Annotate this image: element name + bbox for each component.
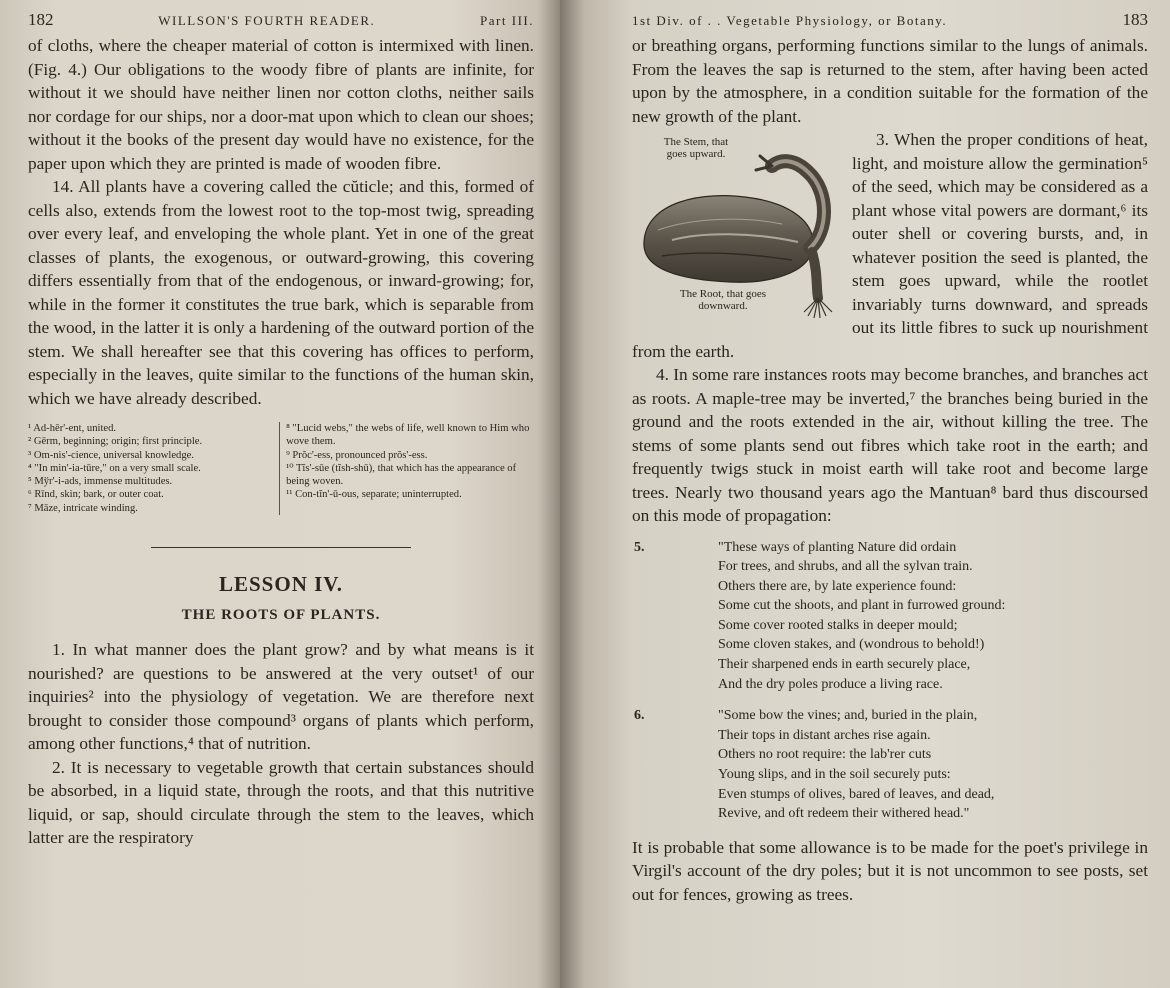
- poem-line: Revive, and oft redeem their withered head.": [718, 806, 970, 822]
- right-page: [560, 0, 1170, 988]
- lesson-subtitle: THE ROOTS OF PLANTS.: [181, 607, 381, 624]
- right-paragraph-3: 3. When the proper conditions of heat, light, and moisture allow the germination⁵ of the seed, which may be considered as a plant whose vital powers are dormant,⁶ its outer shell or covering bursts, and, in whatever position the seed is planted, the stem goes upward, while the rootlet invariably turns downward, and spreads out its little fibres to suck up nourishment from the earth.: [632, 130, 1148, 361]
- footnotes-column-2: [279, 422, 534, 515]
- poem-line: And the dry poles produce a living race.: [718, 676, 943, 692]
- poem-stanza: [632, 538, 1148, 695]
- poem-line: Some cloven stakes, and (wondrous to behold!): [718, 637, 985, 653]
- footnotes: [28, 422, 534, 515]
- right-running-head: [632, 10, 1148, 30]
- footnote: ¹⁰ Tĭs'-sūe (tĭsh-shū), that which has the appearance of being woven.: [286, 462, 517, 488]
- footnotes-column-1: [28, 422, 271, 515]
- poem-line: Their sharpened ends in earth securely place,: [718, 657, 971, 673]
- footnote: ⁶ Rīnd, skin; bark, or outer coat.: [28, 489, 164, 501]
- poem-line: Others there are, by late experience found:: [718, 578, 957, 594]
- left-page: [0, 0, 560, 988]
- closing-paragraph: It is probable that some allowance is to be made for the poet's privilege in Virgil's account of the dry poles; but it is not uncommon to see posts, set out for fences, growing as trees.: [632, 837, 1148, 904]
- stanza-lines: [718, 706, 1148, 824]
- poem-line: For trees, and shrubs, and all the sylvan train.: [718, 559, 973, 575]
- lesson-paragraph-1: 1. In what manner does the plant grow? and by what means is it nourished? are questions to be answered at the very outset¹ of our inquiries² into the physiology of vegetation. We are therefore next brought to consider those compound³ organs of plants which perform, among other functions,⁴ that of nutrition.: [28, 640, 534, 754]
- footnote: ⁹ Prŏc'-ess, pronounced prŏs'-ess.: [286, 449, 428, 461]
- footnote: ⁴ "In min'-ia-tūre," on a very small scale.: [28, 462, 201, 474]
- seed-germination-figure: [632, 132, 846, 328]
- stanza-lines: [718, 538, 1148, 695]
- figure-caption-stem: The Stem, that goes upward.: [663, 136, 729, 160]
- left-paragraph-continued: of cloths, where the cheaper material of cotton is intermixed with linen. (Fig. 4.) Our obligations to the woody fibre of plants are infinite, for without it we should have neither linen nor cotton cloths, neither sails nor cordage for our ships, nor a door-mat upon which to clean our shoes; without it the books of the present day would have no existence, for the paper upon which they are printed is made of wooden fibre.: [28, 36, 534, 173]
- poem-line: "Some bow the vines; and, buried in the plain,: [718, 708, 978, 724]
- poem-line: Their tops in distant arches rise again.: [718, 727, 931, 743]
- lesson-paragraph-2: 2. It is necessary to vegetable growth that certain substances should be absorbed, in a liquid state, through the roots, and that this nutritive liquid, or sap, should circulate through the stem to the leaves, which latter are the respiratory: [28, 757, 534, 848]
- poem-line: "These ways of planting Nature did ordain: [718, 539, 957, 555]
- left-running-title: WILLSON'S FOURTH READER.: [158, 13, 376, 28]
- section-divider: [151, 547, 411, 548]
- footnote: ⁷ Māze, intricate winding.: [28, 502, 138, 514]
- footnote: ¹ Ad-hēr'-ent, united.: [28, 423, 117, 434]
- left-running-head: [28, 10, 534, 30]
- poem-line: Even stumps of olives, bared of leaves, and dead,: [718, 786, 995, 802]
- stanza-number: 6.: [634, 708, 645, 724]
- right-paragraph-continued: or breathing organs, performing functions similar to the lungs of animals. From the leaves the sap is returned to the stem, after having been acted upon by the atmosphere, in a condition suitable for the formation of the new growth of the plant.: [632, 36, 1148, 126]
- virgil-poem: [632, 538, 1148, 824]
- stanza-number: 5.: [634, 539, 645, 555]
- lesson-title: LESSON IV.: [218, 572, 343, 597]
- left-paragraph-14: 14. All plants have a covering called the cŭticle; and this, formed of cells also, extends from the lowest root to the top-most twig, spreading over every leaf, and enveloping the whole plant. Yet in one of the great classes of plants, the exogenous, or outward-growing, this covering differs essentially from that of the endogenous, or inward-growing; for, while in the former it constitutes the true bark, which is separable from the wood, in the latter it is only a hardening of the outward portion of the stem. We shall hereafter see that this covering has offices to perform, especially in the leaves, quite similar to the functions of the human skin, which we have already described.: [28, 177, 534, 408]
- right-page-number: 183: [1122, 10, 1148, 29]
- left-part-label: Part III.: [480, 13, 534, 28]
- right-paragraph-4: 4. In some rare instances roots may become branches, and branches act as roots. A maple-tree may be inverted,⁷ the branches being buried in the ground and the roots extended in the air, without killing the tree. The stems of some plants send out fibres which take root in the earth; and frequently twigs stuck in moist earth will take root and become large trees. Nearly two thousand years ago the Mantuan⁸ bard thus discoursed on this mode of propagation:: [632, 365, 1148, 525]
- poem-line: Young slips, and in the soil securely puts:: [718, 767, 951, 783]
- footnote: ¹¹ Con-tĭn'-ū-ous, separate; uninterrupted.: [286, 489, 462, 501]
- footnote: ⁵ Mўr'-i-ads, immense multitudes.: [28, 476, 173, 488]
- poem-stanza: [632, 706, 1148, 824]
- left-page-number: 182: [28, 10, 54, 29]
- footnote: ² Gērm, beginning; origin; first principle.: [28, 436, 203, 448]
- footnote: ⁸ "Lucid webs," the webs of life, well known to Him who wove them.: [286, 423, 530, 448]
- poem-line: Some cover rooted stalks in deeper mould;: [718, 617, 958, 633]
- poem-line: Some cut the shoots, and plant in furrowed ground:: [718, 598, 1006, 614]
- footnote: ³ Om-nis'-cience, universal knowledge.: [28, 449, 194, 461]
- figure-caption-root: The Root, that goes downward.: [679, 288, 767, 312]
- right-running-title: 1st Div. of . . Vegetable Physiology, or Botany.: [632, 13, 948, 28]
- poem-line: Others no root require: the lab'rer cuts: [718, 747, 932, 763]
